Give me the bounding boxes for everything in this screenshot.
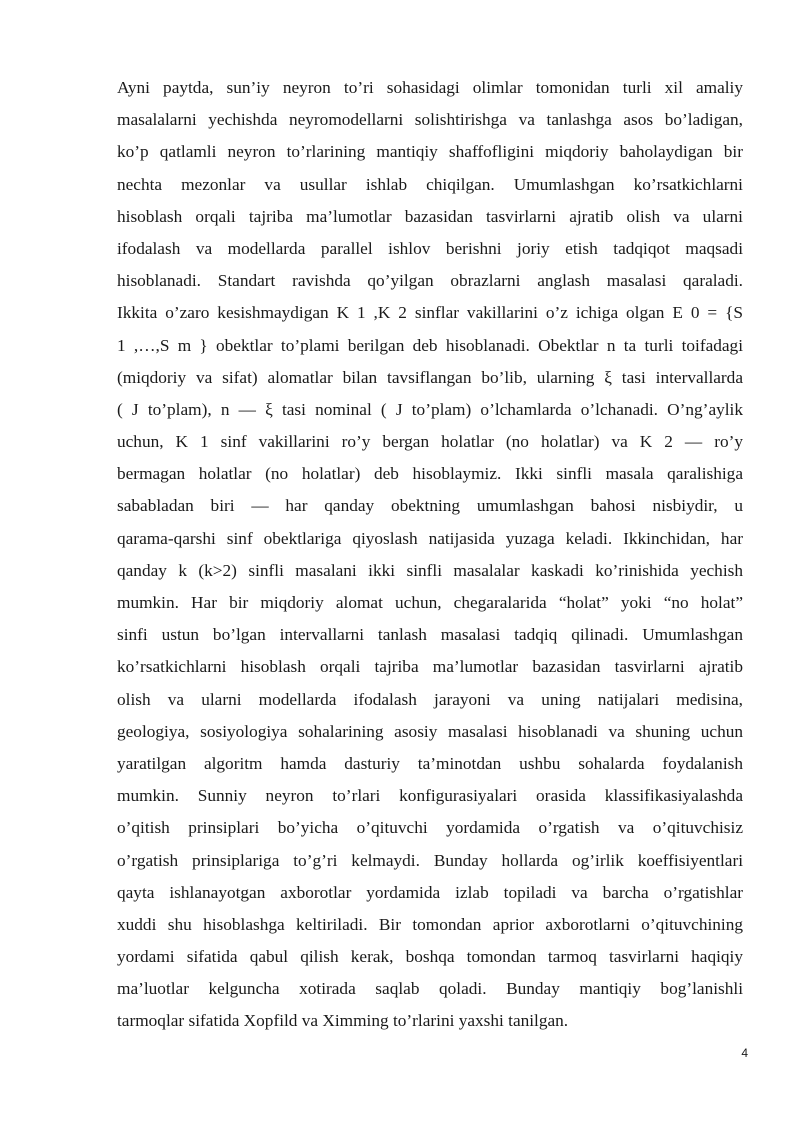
text-line: hisoblash orqali tajriba ma’lumotlar bazasidan tasvirlarni ajratib olish va ularni [117,206,743,226]
text-line: ko’p qatlamli neyron to’rlarining mantiqiy shaffofligini miqdoriy baholaydigan bir [117,142,743,162]
body-paragraph [117,72,743,1038]
text-line: masalalarni yechishda neyromodellarni solishtirishga va tanlashga asos bo’ladigan, [117,110,743,130]
text-line: tarmoqlar sifatida Xopfild va Ximming to’rlarini yaxshi tanilgan. [117,1011,569,1031]
text-line: olish va ularni modellarda ifodalash jarayoni va uning natijalari medisina, [117,689,743,709]
text-line: (miqdoriy va sifat) alomatlar bilan tavsiflangan bo’lib, ularning ξ tasi intervallarda [117,367,743,387]
text-line: mumkin. Sunniy neyron to’rlari konfigurasiyalari orasida klassifikasiyalashda [117,786,743,806]
text-line: o’rgatish prinsiplariga to’g’ri kelmaydi. Bunday hollarda og’irlik koeffisiyentlari [117,850,743,870]
text-line: yordami sifatida qabul qilish kerak, boshqa tomondan tarmoq tasvirlarni haqiqiy [117,947,743,967]
text-line: yaratilgan algoritm hamda dasturiy ta’minotdan ushbu sohalarda foydalanish [117,753,743,773]
text-line: ko’rsatkichlarni hisoblash orqali tajriba ma’lumotlar bazasidan tasvirlarni ajratib [117,657,743,677]
text-line: xuddi shu hisoblashga keltiriladi. Bir tomondan aprior axborotlarni o’qituvchining [117,914,743,934]
text-line: qarama-qarshi sinf obektlariga qiyoslash natijasida yuzaga keladi. Ikkinchidan, har [117,528,743,548]
page-number: 4 [741,1046,748,1060]
text-line: ifodalash va modellarda parallel ishlov berishni joriy etish tadqiqot maqsadi [117,238,743,258]
text-line: qayta ishlanayotgan axborotlar yordamida izlab topiladi va barcha o’rgatishlar [117,882,743,902]
text-line: sinfi ustun bo’lgan intervallarni tanlash masalasi tadqiq qilinadi. Umumlashgan [117,625,743,645]
text-line: ( J to’plam), n — ξ tasi nominal ( J to’plam) o’lchamlarda o’lchanadi. O’ng’aylik [117,399,743,419]
text-line: ma’luotlar kelguncha xotirada saqlab qoladi. Bunday mantiqiy bog’lanishli [117,979,743,999]
text-line: mumkin. Har bir miqdoriy alomat uchun, chegaralarida “holat” yoki “no holat” [117,593,743,612]
text-line: 1 ,…,S m } obektlar to’plami berilgan deb hisoblanadi. Obektlar n ta turli toifadagi [117,335,743,355]
text-line: Ayni paytda, sun’iy neyron to’ri sohasidagi olimlar tomonidan turli xil amaliy [117,78,743,97]
text-line: nechta mezonlar va usullar ishlab chiqilgan. Umumlashgan ko’rsatkichlarni [117,174,743,194]
text-line: hisoblanadi. Standart ravishda qo’yilgan obrazlarni anglash masalasi qaraladi. [117,271,743,291]
text-line: qanday k (k>2) sinfli masalani ikki sinfli masalalar kaskadi ko’rinishida yechish [117,560,743,580]
text-line: Ikkita o’zaro kesishmaydigan K 1 ,K 2 sinflar vakillarini o’z ichiga olgan E 0 = {S [117,303,743,323]
text-line: geologiya, sosiyologiya sohalarining asosiy masalasi hisoblanadi va shuning uchun [117,721,743,741]
text-line: sababladan biri — har qanday obektning umumlashgan bahosi nisbiydir, u [117,496,743,516]
text-line: o’qitish prinsiplari bo’yicha o’qituvchi yordamida o’rgatish va o’qituvchisiz [117,818,743,838]
text-line: uchun, K 1 sinf vakillarini ro’y bergan holatlar (no holatlar) va K 2 — ro’y [117,432,743,452]
text-line: bermagan holatlar (no holatlar) deb hisoblaymiz. Ikki sinfli masala qaralishiga [117,464,743,484]
